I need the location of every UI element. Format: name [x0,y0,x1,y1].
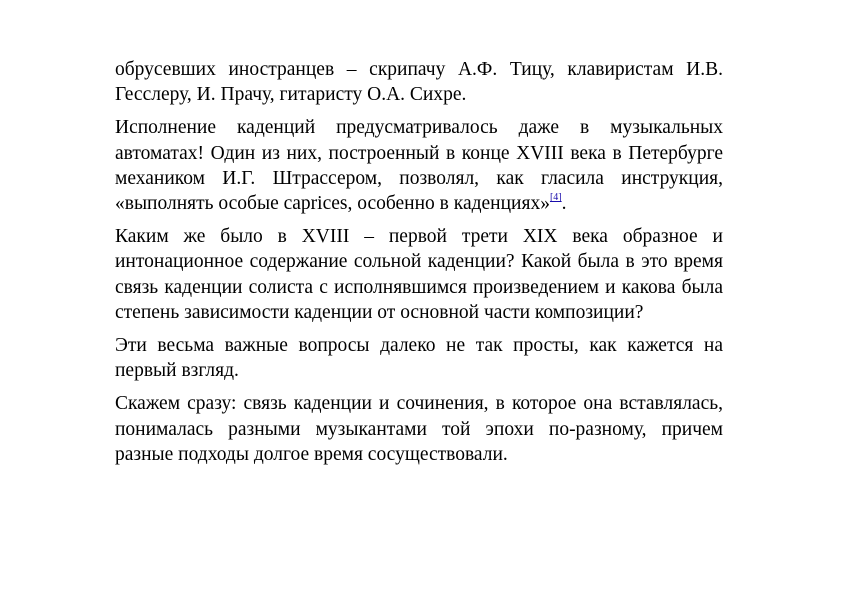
paragraph-text: Эти весьма важные вопросы далеко не так просты, как кажется на первый взгляд. [115,335,723,382]
paragraph-text: Исполнение каденций предусматривалось даже в музыкальных автоматах! Один из них, построенный в конце XVIII века в Петербурге механиком И.Г. Штрассером, позволял, как гласила инструкция, «выполнять особые caprices, особенно в каденциях» [115,117,723,215]
document-page [115,57,723,475]
paragraph-3 [115,224,723,325]
paragraph-2 [115,115,723,216]
paragraph-text: Каким же было в XVIII – первой трети XIX века образное и интонационное содержание сольной каденции? Какой была в это время связь каденции солиста с исполнявшимся произведением и какова была степень зависимости каденции от основной части композиции? [115,226,723,323]
footnote-link[interactable]: [4] [549,192,562,204]
paragraph-text: Скажем сразу: связь каденции и сочинения, в которое она вставлялась, понималась разными музыкантами той эпохи по-разному, причем разные подходы долгое время сосуществовали. [115,393,723,465]
paragraph-text: обрусевших иностранцев – скрипачу А.Ф. Тицу, клавиристам И.В. Гесслеру, И. Прачу, гитаристу О.А. Сихре. [115,59,723,106]
paragraph-4 [115,333,723,383]
paragraph-1 [115,57,723,107]
paragraph-tail: . [561,193,567,215]
paragraph-5 [115,391,723,467]
